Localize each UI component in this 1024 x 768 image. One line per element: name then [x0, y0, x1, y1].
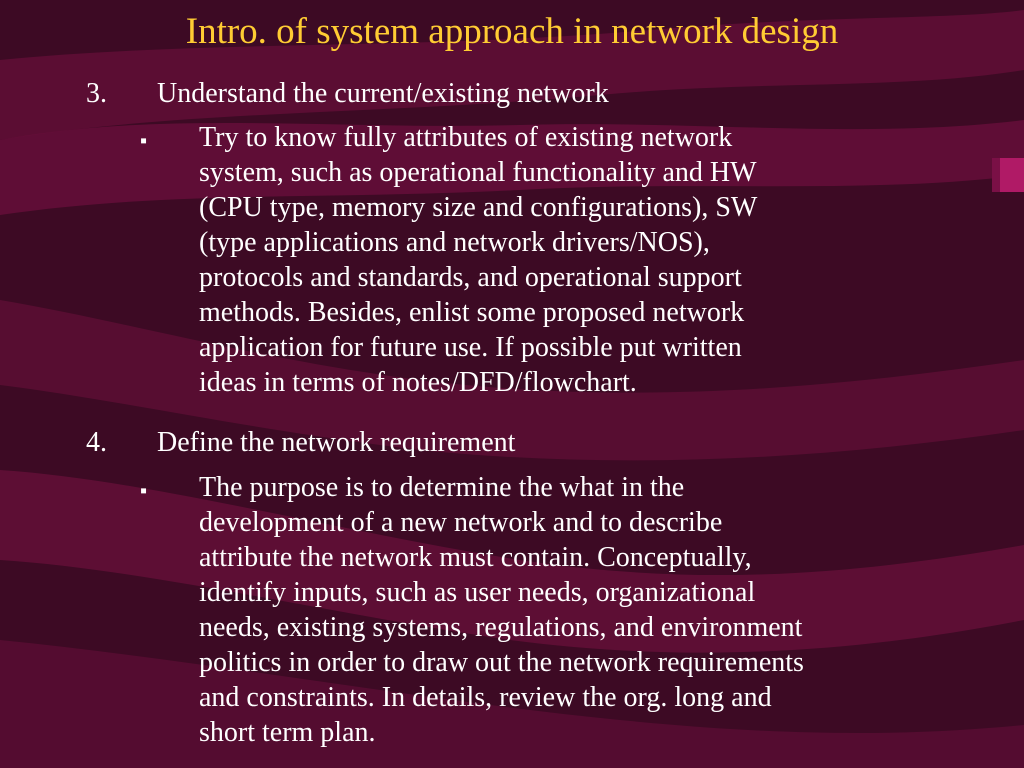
text-line: protocols and standards, and operational support — [199, 262, 742, 293]
item-number: 3. — [86, 78, 107, 109]
text-line: system, such as operational functionality and HW — [199, 157, 757, 188]
text-line: needs, existing systems, regulations, and environment — [199, 612, 803, 643]
square-bullet-icon: ▪ — [140, 130, 148, 152]
text-line: Try to know fully attributes of existing network — [199, 122, 733, 153]
item-heading: Define the network requirement — [157, 427, 516, 458]
item-number: 4. — [86, 427, 107, 458]
text-line: application for future use. If possible put written — [199, 332, 742, 363]
numbered-item-3 — [86, 76, 609, 111]
item-heading: Understand the current/existing network — [157, 78, 609, 109]
text-line: (CPU type, memory size and configurations), SW — [199, 192, 758, 223]
text-line: identify inputs, such as user needs, organizational — [199, 577, 756, 608]
text-line: ideas in terms of notes/DFD/flowchart. — [199, 367, 637, 398]
slide-title: Intro. of system approach in network design — [185, 11, 839, 52]
text-line: development of a new network and to describe — [199, 507, 723, 538]
text-line: (type applications and network drivers/NOS), — [199, 227, 710, 258]
text-line: politics in order to draw out the network requirements — [199, 647, 804, 678]
bullet-paragraph — [199, 470, 959, 750]
numbered-item-4 — [86, 425, 515, 460]
text-line: The purpose is to determine the what in the — [199, 472, 685, 503]
text-line: attribute the network must contain. Conceptually, — [199, 542, 752, 573]
text-line: short term plan. — [199, 717, 376, 748]
text-line: and constraints. In details, review the org. long and — [199, 682, 772, 713]
bullet-paragraph — [199, 120, 959, 400]
text-line: methods. Besides, enlist some proposed network — [199, 297, 745, 328]
square-bullet-icon: ▪ — [140, 480, 148, 502]
